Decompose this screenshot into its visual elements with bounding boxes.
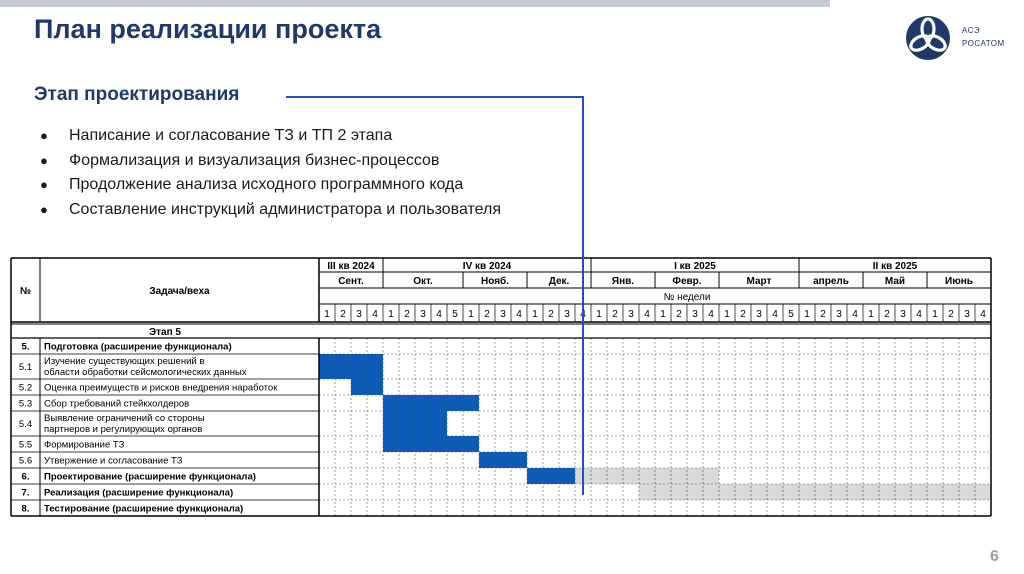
task-bar [527, 468, 575, 484]
month-label: Нояб. [481, 276, 509, 287]
row-task: Проектирование (расширение функционала) [44, 471, 256, 483]
week-number: 3 [628, 309, 634, 320]
bullet-dot: ● [40, 128, 48, 143]
week-number: 2 [404, 309, 410, 320]
row-task-line: Выявление ограничений со стороны [44, 413, 205, 424]
row-number: 6. [21, 471, 30, 483]
row-task: Формирование ТЗ [44, 439, 125, 451]
week-number: 3 [564, 309, 570, 320]
week-number: 3 [836, 309, 842, 320]
row-number: 5.5 [18, 439, 33, 451]
bullet-text: Составление инструкций администратора и пользователя [69, 200, 501, 218]
week-number: 2 [948, 309, 954, 320]
stage-heading: Этап проектирования [34, 84, 240, 105]
row-task: Тестирование (расширение функционала) [44, 503, 244, 515]
week-number: 4 [852, 309, 858, 320]
row-task: Реализация (расширение функционала) [44, 487, 234, 499]
week-number: 2 [820, 309, 826, 320]
quarter-label: I кв 2025 [674, 261, 716, 272]
month-label: Сент. [338, 276, 364, 287]
row-number: 8. [21, 503, 30, 515]
week-number: 4 [436, 309, 442, 320]
week-number: 1 [532, 309, 538, 320]
bullet-dot: ● [40, 201, 48, 217]
week-number: 3 [500, 309, 506, 320]
logo-line: АСЭ [962, 26, 981, 35]
month-label: Февр. [672, 276, 702, 287]
week-number: 3 [692, 309, 698, 320]
week-number: 4 [772, 309, 778, 320]
week-number: 1 [804, 309, 810, 320]
week-number: 3 [756, 309, 762, 320]
row-number: 5.1 [18, 362, 33, 373]
week-number: 2 [340, 309, 346, 320]
week-number: 2 [548, 309, 554, 320]
week-number: 4 [980, 309, 986, 320]
row-task: Оценка преимуществ и рисков внедрения наработок [44, 382, 278, 394]
bullet-text: Формализация и визуализация бизнес-процессов [69, 151, 440, 169]
week-number: 3 [900, 309, 906, 320]
row-task [44, 413, 205, 435]
week-number: 2 [740, 309, 746, 320]
week-number: 3 [420, 309, 426, 320]
weeks-header: № недели [663, 292, 711, 303]
month-label: Янв. [611, 276, 635, 287]
week-number: 2 [676, 309, 682, 320]
bullet-dot: ● [40, 177, 48, 192]
col-task-header: Задача/веха [149, 286, 210, 297]
bullet-text: Написание и согласование ТЗ и ТП 2 этапа [69, 127, 393, 144]
row-task-line: Изучение существующих решений в [44, 356, 205, 367]
week-number: 1 [932, 309, 938, 320]
row-number: 5.2 [18, 382, 33, 394]
bullet-dot: ● [40, 152, 48, 168]
row-task: Сбор требований стейкхолдеров [44, 398, 190, 410]
month-label: Июнь [945, 276, 973, 287]
month-label: Окт. [413, 276, 433, 287]
week-number: 2 [612, 309, 618, 320]
week-number: 1 [660, 309, 666, 320]
quarter-label: IV кв 2024 [462, 261, 512, 272]
week-number: 4 [644, 309, 650, 320]
week-number: 2 [884, 309, 890, 320]
week-number: 4 [580, 309, 586, 320]
week-number: 1 [388, 309, 394, 320]
bullet-text: Продолжение анализа исходного программного кода [69, 176, 464, 193]
page-number: 6 [990, 548, 999, 565]
quarter-label: II кв 2025 [872, 261, 918, 272]
row-task [44, 356, 247, 378]
week-number: 1 [468, 309, 474, 320]
row-number: 5.4 [18, 419, 33, 430]
week-number: 1 [724, 309, 730, 320]
month-label: Дек. [548, 276, 570, 287]
task-bar [479, 452, 527, 468]
quarter-label: III кв 2024 [327, 261, 375, 272]
week-number: 3 [964, 309, 970, 320]
week-number: 1 [596, 309, 602, 320]
month-label: Март [746, 276, 772, 287]
row-number: 7. [21, 487, 30, 499]
month-label: апрель [813, 276, 849, 287]
row-task: Подготовка (расширение функционала) [44, 341, 232, 353]
week-number: 4 [516, 309, 522, 320]
row-number: 5.3 [18, 398, 33, 410]
row-task-line: партнеров и регулирующих органов [44, 424, 203, 435]
week-number: 1 [868, 309, 874, 320]
slide-title: План реализации проекта [34, 14, 382, 44]
week-number: 5 [452, 309, 458, 320]
week-number: 5 [788, 309, 794, 320]
row-task-line: области обработки сейсмологических данных [44, 367, 247, 378]
week-number: 2 [484, 309, 490, 320]
row-task: Утвержение и согласование ТЗ [44, 455, 183, 467]
week-number: 4 [916, 309, 922, 320]
col-number-header: № [19, 286, 32, 297]
stage-row-label: Этап 5 [149, 327, 181, 338]
month-label: Май [884, 276, 906, 287]
week-number: 4 [372, 309, 378, 320]
week-number: 3 [356, 309, 362, 320]
week-number: 4 [708, 309, 714, 320]
row-number: 5.6 [18, 455, 33, 467]
logo-line: РОСАТОМ [962, 39, 1005, 48]
row-number: 5. [21, 341, 30, 353]
planned-bar [575, 468, 719, 484]
week-number: 1 [324, 309, 330, 320]
